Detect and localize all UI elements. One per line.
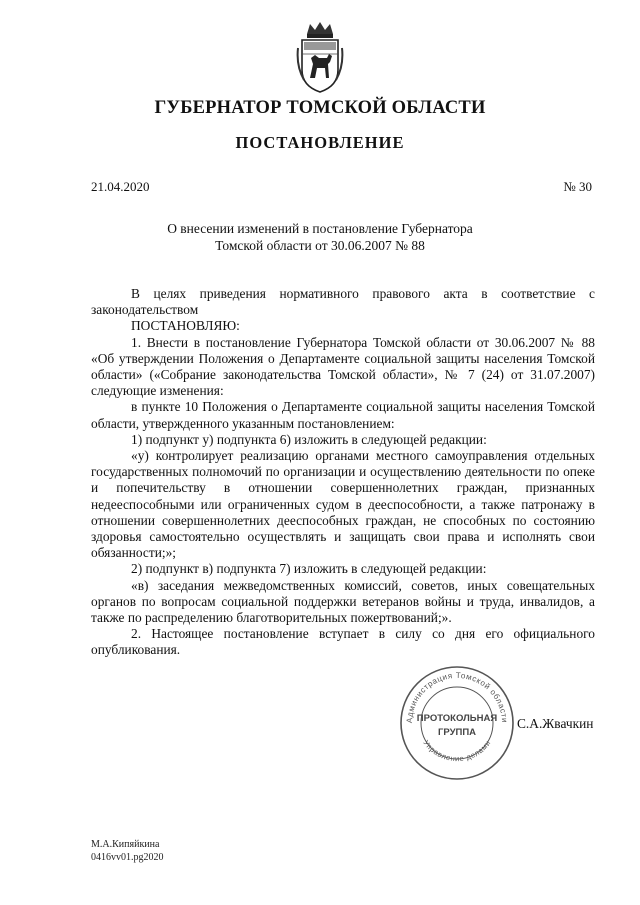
document-type: ПОСТАНОВЛЕНИЕ	[235, 133, 405, 152]
executor-footer	[91, 838, 164, 864]
stamp-center-line: ПРОТОКОЛЬНАЯ	[416, 713, 498, 724]
coat-of-arms-icon	[295, 20, 345, 94]
document-date: 21.04.2020	[91, 179, 150, 194]
file-code: 0416vv01.pg2020	[91, 852, 164, 863]
stamp-center-line: ГРУППА	[437, 727, 477, 738]
item-2-paragraph: 2. Настоящее постановление вступает в силу со дня его официального опубликования.	[91, 626, 595, 658]
item-1-intro-paragraph: в пункте 10 Положения о Департаменте социальной защиты населения Томской области, утвержденного указанным постановлением:	[91, 399, 595, 431]
stamp-ring-bottom-text: Управление делами	[421, 738, 493, 764]
subitem-2-text: «в) заседания межведомственных комиссий, советов, иных совещательных органов по вопросам социальной поддержки ветеранов войны и труда, инвалидов, а также по распределению благотворительных пожертвований;».	[91, 577, 595, 626]
item-1-paragraph: 1. Внести в постановление Губернатора Томской области от 30.06.2007 № 88 «Об утверждении Положения о Департаменте социальной защиты населения Томской области» («Собрание законодательства Томской области», № 7 (24) от 31.07.2007) следующие изменения:	[91, 334, 595, 399]
preamble-paragraph: В целях приведения нормативного правового акта в соответствие с законодательством	[91, 286, 595, 318]
subitem-1-text: «у) контролирует реализацию органами местного самоуправления отдельных государственных полномочий по организации и осуществлению деятельности по опеке и попечительству в отношении совершеннолетних граждан, признанных недееспособными или ограниченных судом в дееспособности, а также патронажу в отношении совершеннолетних дееспособных граждан, не способных по состоянию здоровья самостоятельно осуществлять и защищать свои права и исполнять свои обязанности;»;	[91, 448, 595, 561]
signer-name: С.А.Жвачкин	[517, 716, 594, 731]
subitem-2-title: 2) подпункт в) подпункта 7) изложить в следующей редакции:	[131, 561, 487, 577]
subject-line: Томской области от 30.06.2007 № 88	[215, 238, 425, 253]
subitem-1-title: 1) подпункт у) подпункта 6) изложить в следующей редакции:	[131, 431, 487, 447]
issuer-title: ГУБЕРНАТОР ТОМСКОЙ ОБЛАСТИ	[154, 98, 486, 118]
document-number: № 30	[563, 179, 592, 194]
document-body	[91, 286, 595, 659]
official-stamp	[398, 664, 516, 782]
svg-text:Управление делами	[422, 738, 493, 763]
document-subject	[0, 220, 640, 254]
subject-line: О внесении изменений в постановление Губернатора	[167, 221, 473, 236]
stamp-ring-text: Администрация Томской области	[404, 670, 510, 724]
command-word: ПОСТАНОВЛЯЮ:	[131, 318, 240, 334]
executor-name: М.А.Кипяйкина	[91, 839, 160, 850]
